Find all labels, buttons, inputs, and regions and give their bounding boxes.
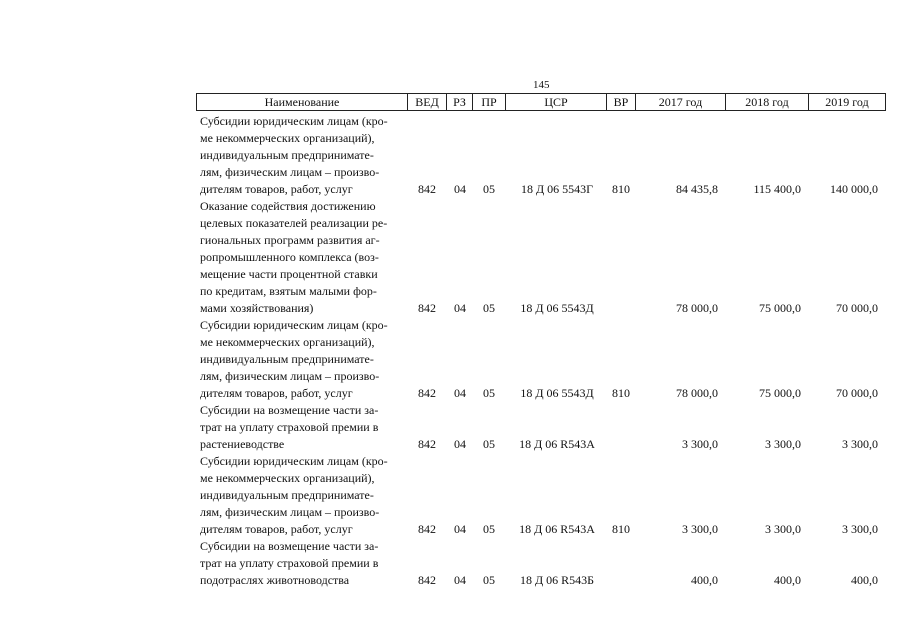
cell-pr: 05 <box>483 437 495 451</box>
name-line: дителям товаров, работ, услуг <box>200 386 353 400</box>
name-line: трат на уплату страховой премии в <box>200 556 379 570</box>
cell-2018: 75 000,0 <box>759 386 801 400</box>
table-row <box>0 538 905 589</box>
cell-ved: 842 <box>418 437 436 451</box>
cell-rz: 04 <box>454 573 466 587</box>
cell-2018: 3 300,0 <box>765 522 801 536</box>
table-row <box>0 113 905 198</box>
name-line: дителям товаров, работ, услуг <box>200 522 353 536</box>
cell-2019: 140 000,0 <box>830 182 878 196</box>
table-row <box>0 453 905 538</box>
name-line: дителям товаров, работ, услуг <box>200 182 353 196</box>
header-ved: ВЕД <box>407 93 447 111</box>
name-line: ме некоммерческих организаций), <box>200 471 375 485</box>
name-line: ме некоммерческих организаций), <box>200 131 375 145</box>
header-2017: 2017 год <box>635 93 726 111</box>
cell-vr: 810 <box>612 182 630 196</box>
name-line: Субсидии юридическим лицам (кро- <box>200 454 388 468</box>
header-2018: 2018 год <box>725 93 809 111</box>
cell-pr: 05 <box>483 522 495 536</box>
cell-name <box>200 453 396 538</box>
name-line: мещение части процентной ставки <box>200 267 378 281</box>
header-2019: 2019 год <box>808 93 886 111</box>
cell-2017: 3 300,0 <box>682 522 718 536</box>
name-line: Субсидии на возмещение части за- <box>200 403 379 417</box>
cell-csr: 18 Д 06 R543А <box>519 522 595 536</box>
name-line: Субсидии юридическим лицам (кро- <box>200 318 388 332</box>
cell-2019: 3 300,0 <box>842 522 878 536</box>
cell-pr: 05 <box>483 301 495 315</box>
name-line: Оказание содействия достижению <box>200 199 376 213</box>
cell-csr: 18 Д 06 5543Г <box>520 182 594 196</box>
name-line: мами хозяйствования) <box>200 301 314 315</box>
name-line: подотраслях животноводства <box>200 573 350 587</box>
cell-2017: 78 000,0 <box>676 301 718 315</box>
cell-pr: 05 <box>483 386 495 400</box>
cell-ved: 842 <box>418 182 436 196</box>
cell-rz: 04 <box>454 437 466 451</box>
name-line: Субсидии юридическим лицам (кро- <box>200 114 388 128</box>
cell-2019: 400,0 <box>851 573 878 587</box>
cell-name <box>200 402 396 453</box>
name-line: трат на уплату страховой премии в <box>200 420 379 434</box>
cell-2017: 400,0 <box>691 573 718 587</box>
cell-rz: 04 <box>454 386 466 400</box>
cell-csr: 18 Д 06 R543Б <box>519 573 595 587</box>
cell-2018: 75 000,0 <box>759 301 801 315</box>
name-line: лям, физическим лицам – произво- <box>200 165 380 179</box>
name-line: целевых показателей реализации ре- <box>200 216 388 230</box>
name-line: растениеводстве <box>200 437 285 451</box>
name-line: гиональных программ развития аг- <box>200 233 380 247</box>
name-line: индивидуальным предпринимате- <box>200 488 374 502</box>
cell-csr: 18 Д 06 5543Д <box>520 386 594 400</box>
name-line: индивидуальным предпринимате- <box>200 148 374 162</box>
cell-rz: 04 <box>454 301 466 315</box>
header-csr: ЦСР <box>505 93 607 111</box>
cell-2018: 3 300,0 <box>765 437 801 451</box>
cell-2018: 400,0 <box>774 573 801 587</box>
cell-2017: 84 435,8 <box>676 182 718 196</box>
cell-csr: 18 Д 06 5543Д <box>520 301 594 315</box>
cell-name <box>200 538 396 589</box>
cell-name <box>200 317 396 402</box>
cell-csr: 18 Д 06 R543А <box>519 437 595 451</box>
header-pr: ПР <box>472 93 506 111</box>
name-line: ропромышленного комплекса (воз- <box>200 250 379 264</box>
cell-pr: 05 <box>483 182 495 196</box>
header-name: Наименование <box>196 93 408 111</box>
name-line: индивидуальным предпринимате- <box>200 352 374 366</box>
table-row <box>0 317 905 402</box>
cell-name <box>200 113 396 198</box>
header-vr: ВР <box>606 93 636 111</box>
cell-ved: 842 <box>418 386 436 400</box>
cell-2019: 70 000,0 <box>836 301 878 315</box>
cell-ved: 842 <box>418 522 436 536</box>
cell-vr: 810 <box>612 522 630 536</box>
name-line: лям, физическим лицам – произво- <box>200 369 380 383</box>
cell-2019: 3 300,0 <box>842 437 878 451</box>
cell-2018: 115 400,0 <box>753 182 801 196</box>
table-body <box>0 113 905 589</box>
cell-rz: 04 <box>454 522 466 536</box>
cell-name <box>200 198 396 317</box>
cell-pr: 05 <box>483 573 495 587</box>
name-line: лям, физическим лицам – произво- <box>200 505 380 519</box>
cell-2017: 3 300,0 <box>682 437 718 451</box>
cell-rz: 04 <box>454 182 466 196</box>
name-line: по кредитам, взятым малыми фор- <box>200 284 377 298</box>
cell-2019: 70 000,0 <box>836 386 878 400</box>
page-number: 145 <box>533 79 550 91</box>
table-row <box>0 198 905 317</box>
cell-vr: 810 <box>612 386 630 400</box>
cell-2017: 78 000,0 <box>676 386 718 400</box>
header-rz: РЗ <box>446 93 473 111</box>
name-line: ме некоммерческих организаций), <box>200 335 375 349</box>
cell-ved: 842 <box>418 573 436 587</box>
table-row <box>0 402 905 453</box>
cell-ved: 842 <box>418 301 436 315</box>
name-line: Субсидии на возмещение части за- <box>200 539 379 553</box>
